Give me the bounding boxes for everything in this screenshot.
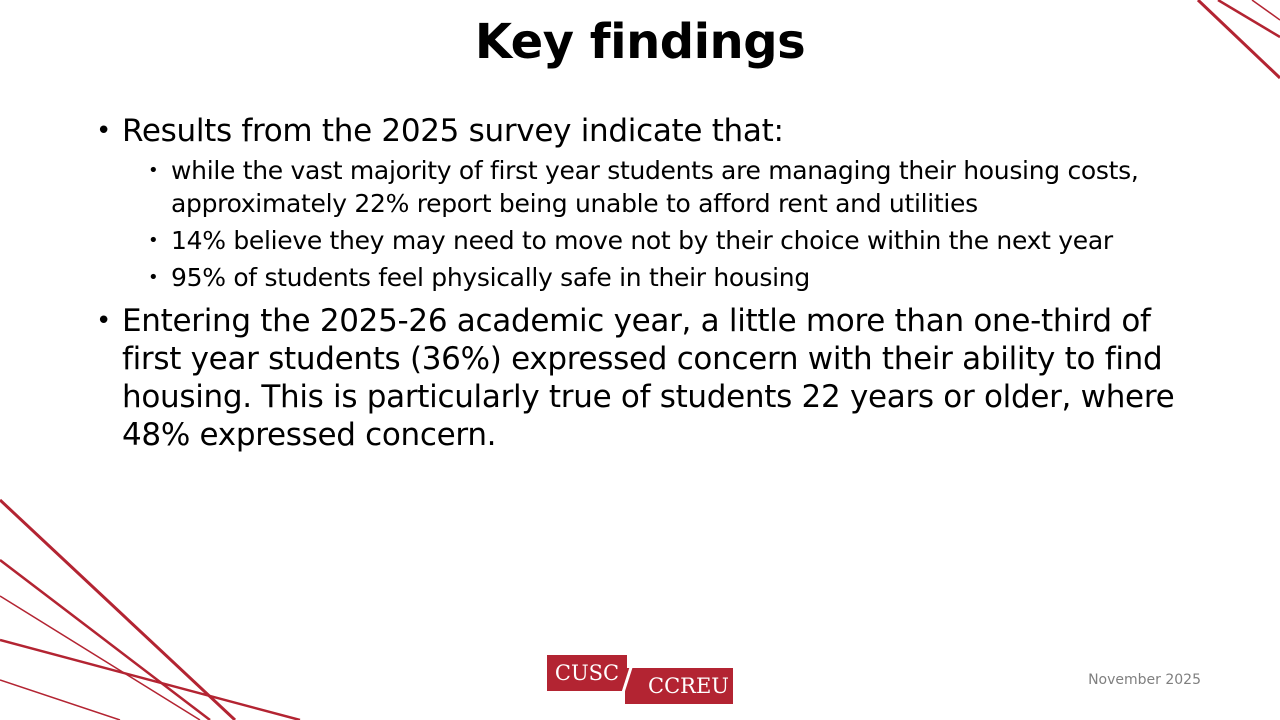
bullet-icon: •	[96, 306, 112, 336]
sub-bullet-item-safety	[144, 261, 1196, 294]
bullet-icon: •	[96, 116, 112, 146]
sub-bullet-icon: •	[148, 267, 159, 288]
sub-bullet-text: 14% believe they may need to move not by their choice within the next year	[171, 226, 1113, 255]
bullet-text: Entering the 2025-26 academic year, a little more than one-third of first year students (36%) expressed concern with their ability to find housing. This is particularly true of students 22 years or older, where 48% expressed concern.	[122, 303, 1175, 453]
logo-cusc-text: CUSC	[547, 655, 627, 691]
logo-slash-icon	[615, 655, 639, 705]
deco-line-bottom-left-5	[0, 680, 120, 720]
sub-bullet-text: while the vast majority of first year students are managing their housing costs, approximately 22% report being unable to afford rent and utilities	[171, 156, 1139, 218]
sub-bullet-list	[144, 154, 1196, 294]
sub-bullet-item-housing-costs	[144, 154, 1196, 220]
deco-line-bottom-left-2	[0, 560, 210, 720]
deco-line-bottom-left-1	[0, 500, 235, 720]
slide-body	[96, 112, 1196, 454]
bullet-item-survey-results	[96, 112, 1196, 294]
sub-bullet-icon: •	[148, 160, 159, 181]
cusc-ccreu-logo	[547, 655, 733, 705]
sub-bullet-text: 95% of students feel physically safe in their housing	[171, 263, 810, 292]
footer-date: November 2025	[1088, 672, 1201, 688]
logo-ccreu-text: CCREU	[625, 668, 733, 704]
deco-line-bottom-left-4	[0, 640, 300, 720]
bullet-text: Results from the 2025 survey indicate that:	[122, 113, 784, 149]
bullet-list	[96, 112, 1196, 454]
sub-bullet-item-move	[144, 224, 1196, 257]
sub-bullet-icon: •	[148, 230, 159, 251]
slide-title: Key findings	[474, 14, 806, 70]
bullet-item-housing-concern	[96, 302, 1196, 454]
